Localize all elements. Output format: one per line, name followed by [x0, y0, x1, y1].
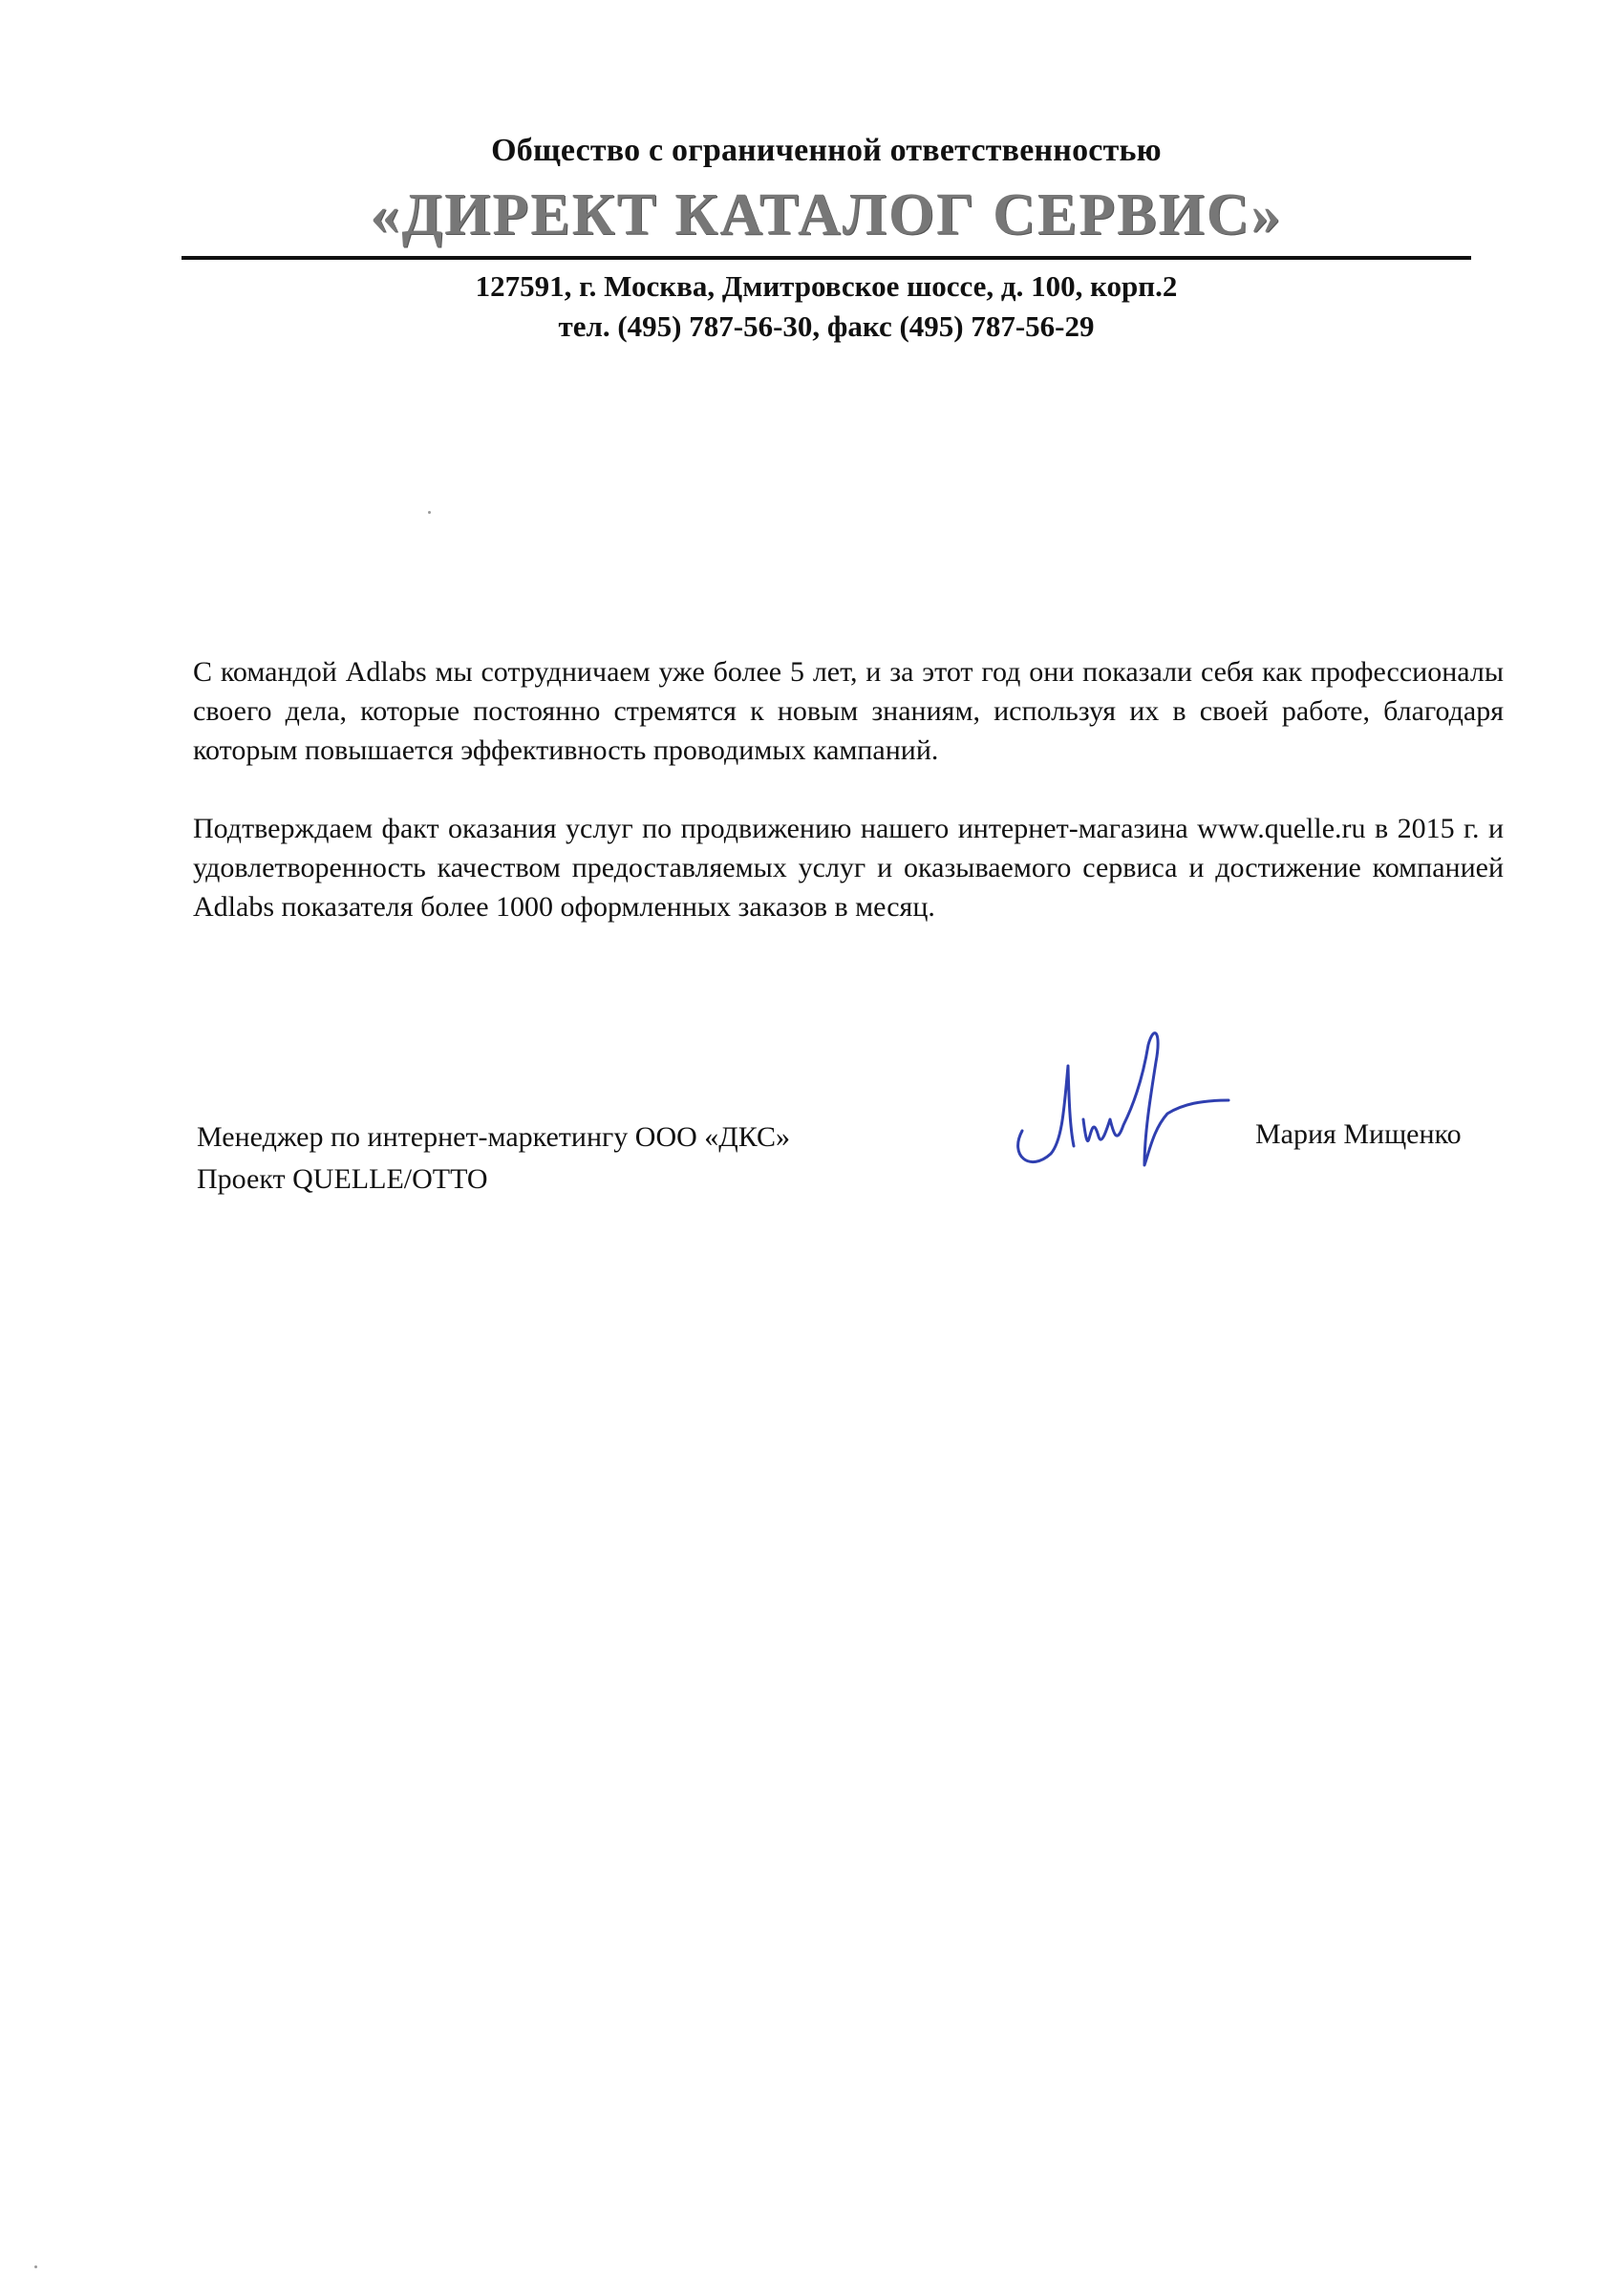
- handwritten-signature: [1001, 1012, 1240, 1184]
- signer-name: Мария Мищенко: [1255, 1118, 1462, 1150]
- org-type: Общество с ограниченной ответственностью: [491, 133, 1162, 168]
- org-phones: тел. (495) 787-56-30, факс (495) 787-56-29: [558, 309, 1095, 343]
- header-rule: [182, 256, 1471, 260]
- signature-stroke: [1018, 1033, 1229, 1165]
- org-name: «ДИРЕКТ КАТАЛОГ СЕРВИС»: [370, 182, 1283, 247]
- signer-project: Проект QUELLE/OTTO: [197, 1163, 488, 1195]
- signer-title: Менеджер по интернет-маркетингу ООО «ДКС»: [197, 1121, 791, 1153]
- body-paragraph-1: С командой Adlabs мы сотрудничаем уже более 5 лет, и за этот год они показали себя как профессионалы своего дела, которые постоянно стремятся к новым знаниям, используя их в своей работе, благодаря которым повышается эффективность проводимых кампаний.: [193, 656, 1504, 766]
- scan-speck: [34, 2265, 37, 2268]
- body-paragraph-2: Подтверждаем факт оказания услуг по продвижению нашего интернет-магазина www.quelle.ru в 2015 г. и удовлетворенность качеством предоставляемых услуг и оказываемого сервиса и достижение компанией Adlabs показателя более 1000 оформленных заказов в месяц.: [193, 813, 1504, 923]
- scan-speck: [428, 511, 431, 514]
- org-address: 127591, г. Москва, Дмитровское шоссе, д. 100, корп.2: [475, 269, 1178, 303]
